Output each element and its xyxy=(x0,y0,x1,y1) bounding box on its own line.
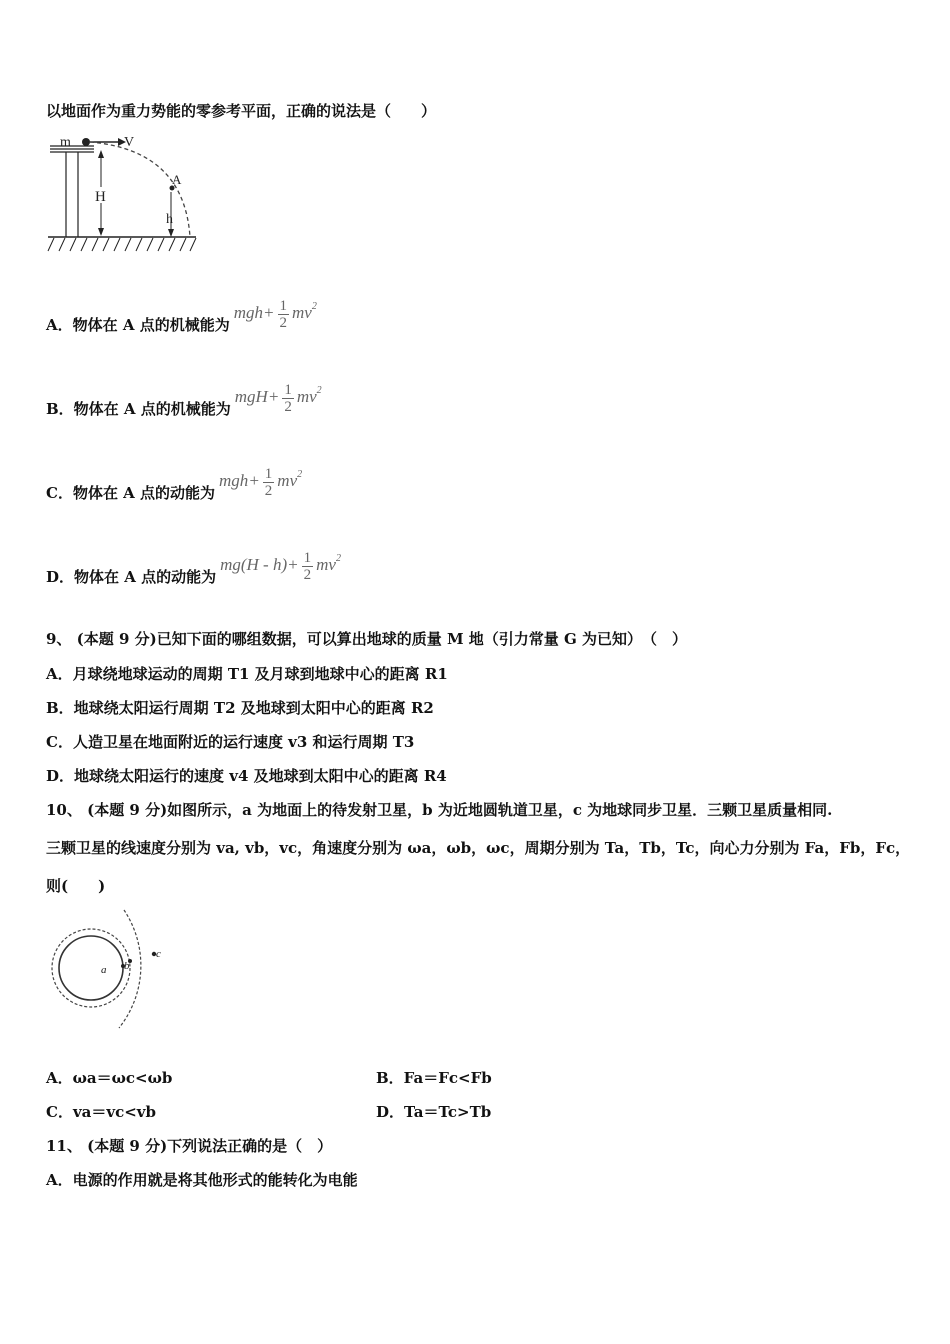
q11-stem: 11、 (本题 9 分)下列说法正确的是（ ） xyxy=(46,1137,333,1155)
formula: mgh+ $\frac{1}{2}$ $mv^2$ xyxy=(233,297,317,331)
q10-stem-line2: 三颗卫星的线速度分别为 va, vb，vc，角速度分别为 ωa，ωb，ωc，周期分别为 Ta，Tb，Tc，向心力分别为 Fa，Fb，Fc， xyxy=(46,839,911,857)
q10-option-a[interactable]: A．ωa＝ωc<ωb xyxy=(46,1069,173,1087)
q10-option-c[interactable]: C．va＝vc<vb xyxy=(46,1103,156,1121)
velocity-label: V xyxy=(124,135,135,150)
platform xyxy=(50,146,94,237)
mass-label: m xyxy=(60,135,71,150)
q8-option-b[interactable]: B．物体在 A 点的机械能为mgH+ $\frac{1}{2}$ $mv^2$ xyxy=(46,381,322,418)
q10-stem-line1: 10、 (本题 9 分)如图所示，a 为地面上的待发射卫星，b 为近地圆轨道卫星，c 为地球同步卫星．三颗卫星质量相同. xyxy=(46,801,833,819)
orbit-b xyxy=(52,929,130,1007)
q8-option-a[interactable]: A．物体在 A 点的机械能为mgh+ $\frac{1}{2}$ $mv^2$ xyxy=(46,297,317,334)
q9-option-d[interactable]: D．地球绕太阳运行的速度 v4 及地球到太阳中心的距离 R4 xyxy=(46,767,447,785)
q9-option-c[interactable]: C．人造卫星在地面附近的运行速度 v3 和运行周期 T3 xyxy=(46,733,415,751)
ball xyxy=(82,138,90,146)
earth-circle xyxy=(59,936,123,1000)
q9-stem: 9、 (本题 9 分)已知下面的哪组数据，可以算出地球的质量 M 地（引力常量 G 为已知） （ ） xyxy=(46,630,688,648)
formula: mg(H - h)+ $\frac{1}{2}$ $mv^2$ xyxy=(220,549,341,583)
q8-option-d[interactable]: D．物体在 A 点的动能为mg(H - h)+ $\frac{1}{2}$ $mv^2$ xyxy=(46,549,341,586)
H-label: H xyxy=(95,189,106,205)
q11-option-a[interactable]: A．电源的作用就是将其他形式的能转化为电能 xyxy=(46,1171,358,1189)
q8-stem: 以地面作为重力势能的零参考平面，正确的说法是（ ） xyxy=(46,102,437,120)
formula: mgh+ $\frac{1}{2}$ $mv^2$ xyxy=(219,465,303,499)
A-label: A xyxy=(172,172,182,187)
h-label: h xyxy=(166,212,173,227)
q8-option-c[interactable]: C．物体在 A 点的动能为mgh+ $\frac{1}{2}$ $mv^2$ xyxy=(46,465,303,502)
q10-option-d[interactable]: D．Ta＝Tc>Tb xyxy=(376,1103,492,1121)
c-label: c xyxy=(156,948,161,960)
q9-option-a[interactable]: A．月球绕地球运动的周期 T1 及月球到地球中心的距离 R1 xyxy=(46,665,448,683)
a-label: a xyxy=(101,964,107,976)
b-label: b xyxy=(124,960,130,972)
formula: mgH+ $\frac{1}{2}$ $mv^2$ xyxy=(234,381,322,415)
projectile-figure xyxy=(44,132,204,256)
q9-option-b[interactable]: B．地球绕太阳运行周期 T2 及地球到太阳中心的距离 R2 xyxy=(46,699,434,717)
q10-stem-line3: 则( ) xyxy=(46,877,106,895)
orbit-figure xyxy=(44,906,174,1036)
q10-option-b[interactable]: B．Fa＝Fc<Fb xyxy=(376,1069,492,1087)
